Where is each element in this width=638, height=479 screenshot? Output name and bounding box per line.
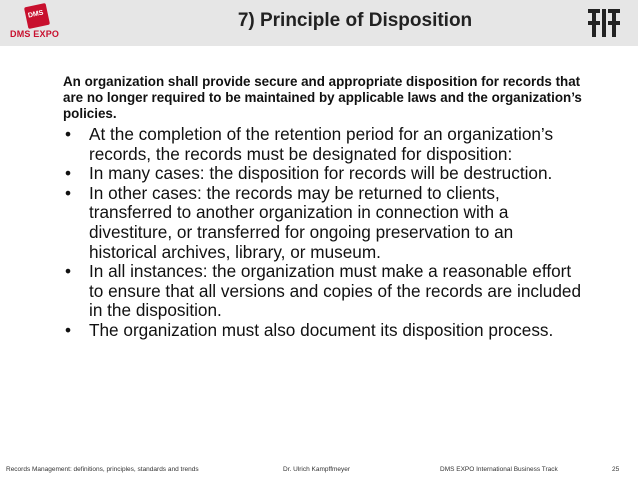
bullet-dot: •: [65, 163, 72, 184]
bullet-item: [63, 164, 583, 184]
pk-logo-svg: [588, 9, 620, 37]
page-title-container: [0, 10, 638, 32]
bullet-text: In all instances: the organization must make a reasonable effort to ensure that all versions and copies of the records are included in the disposition.: [89, 261, 582, 321]
bullet-item: [63, 262, 583, 321]
bullet-dot: •: [65, 124, 72, 144]
bullet-dot: •: [65, 261, 72, 282]
bullet-text: At the completion of the retention period for an organization’s records, the records must be designated for disposition:: [89, 124, 554, 164]
footer-author: Dr. Ulrich Kampffmeyer: [283, 466, 351, 473]
bullet-item: [63, 184, 583, 262]
footer-presentation-title: Records Management: definitions, principles, standards and trends: [6, 466, 199, 473]
footer-event: DMS EXPO International Business Track: [440, 466, 558, 473]
bullet-dot: •: [65, 319, 72, 340]
footer-bar: [0, 461, 638, 479]
logo-text: DMS EXPO: [10, 29, 60, 39]
bullet-list: [63, 125, 583, 341]
bullet-item: [63, 125, 583, 164]
pk-logo-icon: [588, 9, 620, 37]
bullet-text: In other cases: the records may be returned to clients, transferred to another organization in connection with a divestiture, or transferred for ongoing preservation to an historical archives, library, or museum.: [89, 182, 514, 262]
intro-statement: An organization shall provide secure and appropriate disposition for records that are no longer required to be maintained by applicable laws and the organization’s policies.: [63, 74, 582, 121]
bullet-dot: •: [65, 182, 72, 203]
logo-badge-text: DMS: [27, 9, 45, 20]
bullet-text: The organization must also document its disposition process.: [89, 319, 554, 340]
page-title: 7) Principle of Disposition: [237, 10, 473, 31]
bullet-text: In many cases: the disposition for records will be destruction.: [89, 163, 553, 184]
page-number: 25: [612, 466, 620, 473]
bullet-item: [63, 321, 583, 341]
header-bar: [0, 0, 638, 46]
slide-content: [63, 74, 583, 341]
